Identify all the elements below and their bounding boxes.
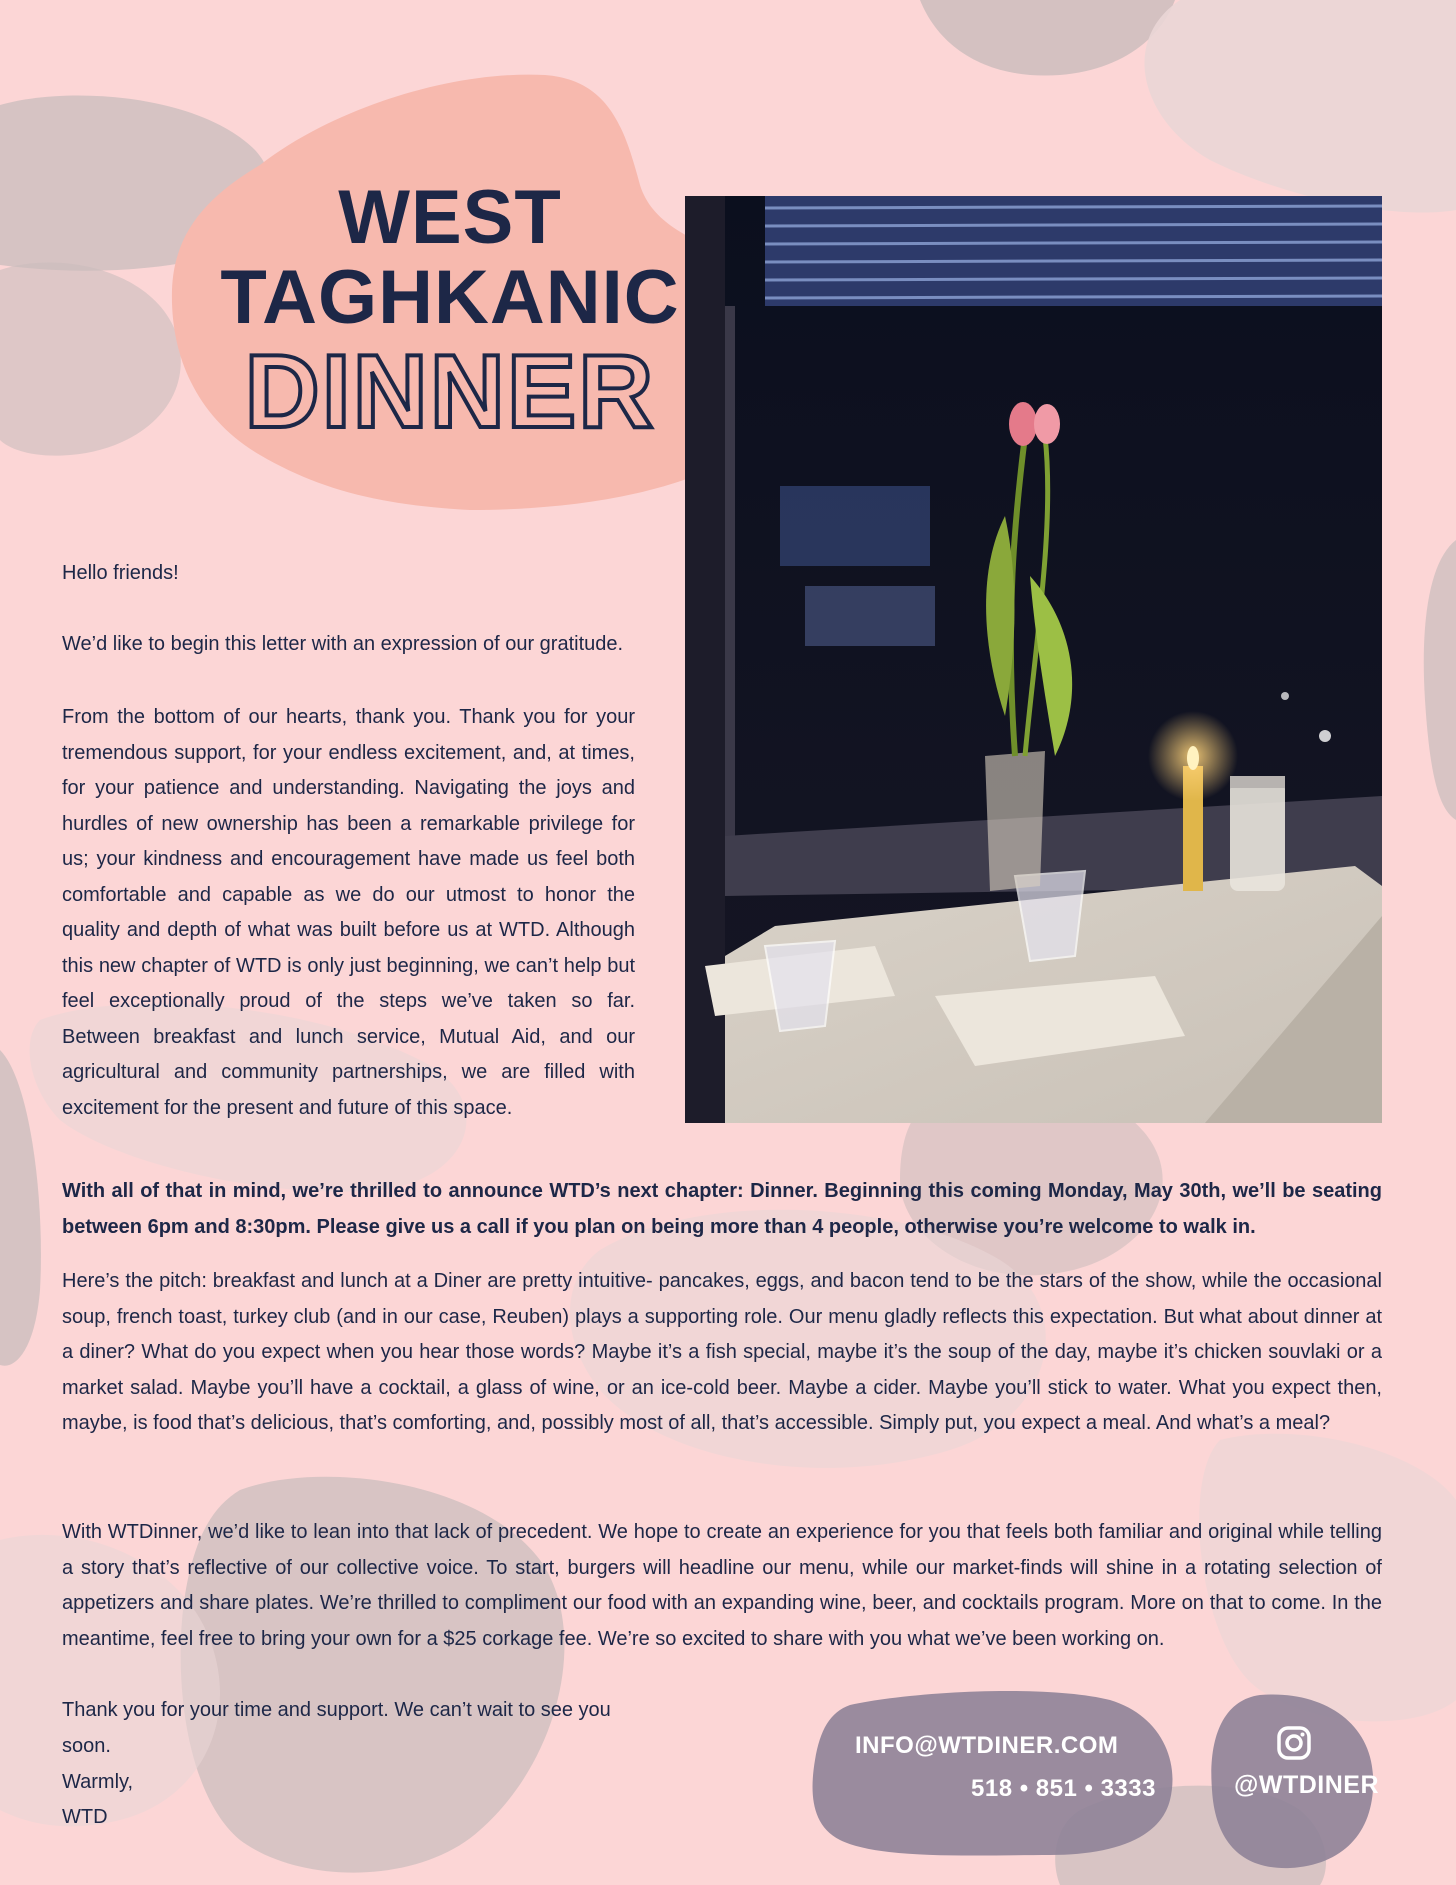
signoff: Warmly,	[62, 1771, 134, 1793]
contact-phone[interactable]: 518 • 851 • 3333	[971, 1775, 1156, 1802]
dinner-announcement: With all of that in mind, we’re thrilled to announce WTD’s next chapter: Dinner. Beginning this coming Monday, May 30th, we’ll be seating between 6pm and 8:30pm. Please give us a call if you plan on being more than 4 people, otherwise you’re welcome to walk in.	[62, 1180, 1382, 1238]
blob-top-right-2	[1144, 0, 1456, 213]
wtdinner-paragraph: With WTDinner, we’d like to lean into that lack of precedent. We hope to create an experience for you that feels both familiar and original while telling a story that’s reflective of our collective voice. To start, burgers will headline our menu, while our market-finds will shine in a rotating selection of appetizers and share plates. We’re thrilled to compliment our food with an expanding wine, beer, and cocktails program. More on that to come. In the meantime, feel free to bring your own for a $25 corkage fee. We’re so excited to share with you what we’ve been working on.	[62, 1521, 1382, 1650]
closing-paragraph: Thank you for your time and support. We can’t wait to see you soon.	[62, 1699, 611, 1757]
greeting: Hello friends!	[62, 562, 179, 584]
title-line-taghkanic: TAGHKANIC	[220, 255, 680, 340]
photo-illustration	[685, 196, 1382, 1123]
gratitude-paragraph: We’d like to begin this letter with an expression of our gratitude.	[62, 633, 624, 655]
title-line-west: WEST	[338, 175, 562, 260]
blob-left-mid	[0, 263, 181, 456]
contact-email-blob	[813, 1691, 1173, 1856]
blob-top-right-1	[920, 0, 1175, 76]
contact-instagram-handle[interactable]: @WTDINER	[1234, 1771, 1380, 1799]
pitch-paragraph: Here’s the pitch: breakfast and lunch at a Diner are pretty intuitive- pancakes, eggs, and bacon tend to be the stars of the show, while the occasional soup, french toast, turkey club (and in our case, Reuben) plays a supporting role. Our menu gladly reflects this expectation. But what about dinner at a diner? What do you expect when you hear those words? Maybe it’s a fish special, maybe it’s the soup of the day, maybe it’s chicken souvlaki or a market salad. Maybe you’ll have a cocktail, a glass of wine, or an ice-cold beer. Maybe a cider. Maybe you’ll stick to water. What you expect then, maybe, is food that’s delicious, that’s comforting, and, possibly most of all, that’s accessible. Simply put, you expect a meal. And what’s a meal?	[62, 1270, 1382, 1434]
diner-title	[170, 175, 730, 450]
signature: WTD	[62, 1806, 108, 1828]
blob-right-edge	[1424, 540, 1456, 820]
thank-you-paragraph: From the bottom of our hearts, thank you. Thank you for your tremendous support, for your endless excitement, and, at times, for your patience and understanding. Navigating the joys and hurdles of new ownership has been a remarkable privilege for us; your kindness and encouragement have made us feel both comfortable and capable as we do our utmost to honor the quality and depth of what was built before us at WTD. Although this new chapter of WTD is only just beginning, we can’t help but feel exceptionally proud of the steps we’ve taken so far. Between breakfast and lunch service, Mutual Aid, and our agricultural and community partnerships, we are filled with excitement for the present and future of this space.	[62, 706, 635, 1119]
blob-left-lower	[0, 1050, 41, 1366]
contact-email[interactable]: INFO@WTDINER.COM	[855, 1732, 1119, 1759]
title-line-dinner: DINNER	[244, 334, 656, 450]
diner-table-photo	[685, 196, 1382, 1123]
instagram-icon[interactable]	[1277, 1726, 1311, 1760]
